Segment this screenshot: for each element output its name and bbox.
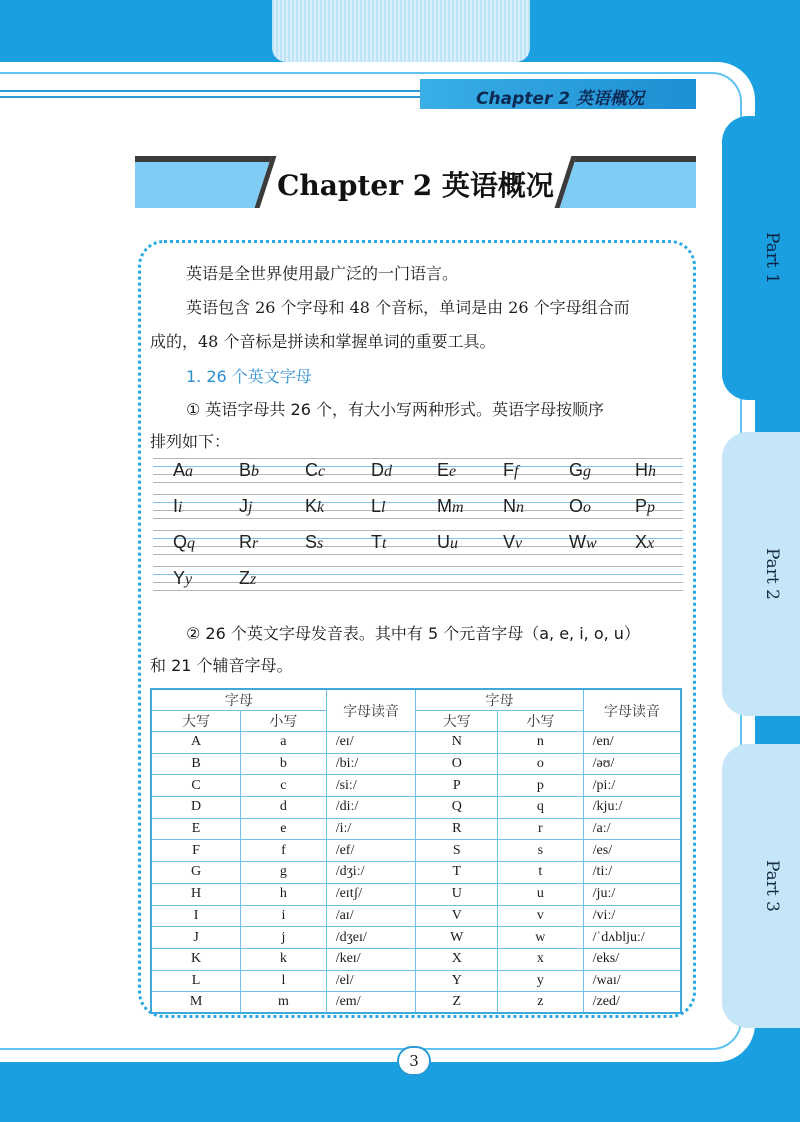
lowercase-letter: d bbox=[384, 463, 392, 480]
alphabet-letter bbox=[239, 532, 305, 553]
lowercase-letter: s bbox=[317, 535, 324, 552]
page-number: 3 bbox=[397, 1046, 431, 1076]
alphabet-letter bbox=[239, 496, 305, 517]
tab-part-3-label: Part 3 bbox=[762, 860, 782, 912]
alphabet-letter bbox=[173, 532, 239, 553]
table-cell: B bbox=[151, 753, 241, 775]
table-cell: /biː/ bbox=[326, 753, 416, 775]
table-cell: l bbox=[241, 970, 327, 992]
uppercase-letter: D bbox=[371, 460, 384, 480]
uppercase-letter: O bbox=[569, 496, 584, 516]
handwriting-line bbox=[153, 482, 683, 483]
alphabet-letter bbox=[173, 568, 239, 589]
table-row bbox=[151, 732, 681, 754]
table-cell: i bbox=[241, 905, 327, 927]
lowercase-letter: e bbox=[449, 463, 457, 480]
uppercase-letter: G bbox=[569, 460, 584, 480]
lowercase-letter: p bbox=[647, 499, 656, 516]
col-sound-right: 字母读音 bbox=[583, 689, 681, 732]
alphabet-letter bbox=[569, 460, 635, 481]
lowercase-letter: k bbox=[317, 499, 325, 516]
col-upper-right: 大写 bbox=[416, 711, 498, 732]
tab-part-2-label: Part 2 bbox=[762, 548, 782, 600]
alphabet-letter bbox=[503, 496, 569, 517]
col-group-letters-left: 字母 bbox=[151, 689, 326, 711]
uppercase-letter: Z bbox=[239, 568, 250, 588]
table-cell: d bbox=[241, 797, 327, 819]
table-cell: e bbox=[241, 818, 327, 840]
col-lower-right: 小写 bbox=[498, 711, 584, 732]
table-cell: /viː/ bbox=[583, 905, 681, 927]
table-cell: /tiː/ bbox=[583, 862, 681, 884]
alphabet-letter bbox=[305, 460, 371, 481]
col-group-letters-right: 字母 bbox=[416, 689, 583, 711]
uppercase-letter: Y bbox=[173, 568, 186, 588]
intro-paragraph-2-line1: 英语包含 26 个字母和 48 个音标，单词是由 26 个字母组合而 bbox=[186, 298, 630, 317]
uppercase-letter: T bbox=[371, 532, 382, 552]
table-cell: A bbox=[151, 732, 241, 754]
chapter-banner bbox=[135, 156, 696, 208]
table-cell: /em/ bbox=[326, 992, 416, 1014]
table-cell: w bbox=[498, 927, 584, 949]
table-cell: /dʒeɪ/ bbox=[326, 927, 416, 949]
handwriting-line bbox=[153, 494, 683, 495]
lowercase-letter: c bbox=[318, 463, 326, 480]
col-lower-left: 小写 bbox=[241, 711, 327, 732]
lowercase-letter: n bbox=[516, 499, 524, 516]
table-cell: /piː/ bbox=[583, 775, 681, 797]
alphabet-letter bbox=[371, 532, 437, 553]
table-cell: D bbox=[151, 797, 241, 819]
table-row bbox=[151, 927, 681, 949]
tab-part-1-label: Part 1 bbox=[762, 232, 782, 284]
uppercase-letter: Q bbox=[173, 532, 188, 552]
table-cell: h bbox=[241, 883, 327, 905]
table-cell: /əʊ/ bbox=[583, 753, 681, 775]
lowercase-letter: x bbox=[647, 535, 655, 552]
uppercase-letter: P bbox=[635, 496, 648, 516]
table-row bbox=[151, 948, 681, 970]
table-cell: m bbox=[241, 992, 327, 1014]
lowercase-letter: h bbox=[648, 463, 656, 480]
uppercase-letter: W bbox=[569, 532, 586, 552]
item1-line2: 排列如下： bbox=[150, 432, 231, 451]
table-cell: Y bbox=[416, 970, 498, 992]
table-cell: M bbox=[151, 992, 241, 1014]
table-cell: P bbox=[416, 775, 498, 797]
section-heading: 1. 26 个英文字母 bbox=[186, 367, 312, 386]
uppercase-letter: U bbox=[437, 532, 450, 552]
table-cell: S bbox=[416, 840, 498, 862]
alphabet-letter bbox=[173, 496, 239, 517]
table-cell: /aɪ/ bbox=[326, 905, 416, 927]
alphabet-letter bbox=[371, 460, 437, 481]
header-rule bbox=[0, 90, 420, 92]
lowercase-letter: i bbox=[178, 499, 183, 516]
table-cell: /eɪtʃ/ bbox=[326, 883, 416, 905]
table-cell: b bbox=[241, 753, 327, 775]
table-cell: y bbox=[498, 970, 584, 992]
table-cell: /en/ bbox=[583, 732, 681, 754]
uppercase-letter: L bbox=[371, 496, 382, 516]
tab-part-1[interactable] bbox=[722, 116, 800, 400]
table-row bbox=[151, 970, 681, 992]
uppercase-letter: N bbox=[503, 496, 516, 516]
table-cell: T bbox=[416, 862, 498, 884]
lowercase-letter: a bbox=[185, 463, 194, 480]
lowercase-letter: w bbox=[586, 535, 597, 552]
pronunciation-table bbox=[150, 688, 682, 1014]
alphabet-letter bbox=[173, 460, 239, 481]
handwriting-line bbox=[153, 590, 683, 591]
table-cell: z bbox=[498, 992, 584, 1014]
col-upper-left: 大写 bbox=[151, 711, 241, 732]
table-cell: O bbox=[416, 753, 498, 775]
uppercase-letter: B bbox=[239, 460, 252, 480]
lowercase-letter: t bbox=[382, 535, 387, 552]
table-cell: K bbox=[151, 948, 241, 970]
table-cell: G bbox=[151, 862, 241, 884]
table-cell: Q bbox=[416, 797, 498, 819]
table-cell: H bbox=[151, 883, 241, 905]
tab-part-2[interactable] bbox=[722, 432, 800, 716]
table-cell: v bbox=[498, 905, 584, 927]
alphabet-letter bbox=[569, 532, 635, 553]
table-cell: /diː/ bbox=[326, 797, 416, 819]
table-cell: /keɪ/ bbox=[326, 948, 416, 970]
uppercase-letter: H bbox=[635, 460, 648, 480]
lowercase-letter: q bbox=[187, 535, 196, 552]
table-cell: t bbox=[498, 862, 584, 884]
uppercase-letter: A bbox=[173, 460, 186, 480]
table-cell: u bbox=[498, 883, 584, 905]
table-cell: /juː/ bbox=[583, 883, 681, 905]
table-cell: /ef/ bbox=[326, 840, 416, 862]
table-cell: x bbox=[498, 948, 584, 970]
table-cell: o bbox=[498, 753, 584, 775]
alphabet-letter bbox=[503, 460, 569, 481]
uppercase-letter: E bbox=[437, 460, 450, 480]
table-cell: /es/ bbox=[583, 840, 681, 862]
table-row bbox=[151, 775, 681, 797]
table-cell: F bbox=[151, 840, 241, 862]
lowercase-letter: y bbox=[185, 571, 193, 588]
table-row bbox=[151, 818, 681, 840]
chapter-title: Chapter 2 英语概况 bbox=[277, 169, 554, 202]
alphabet-letter bbox=[437, 496, 503, 517]
table-cell: /aː/ bbox=[583, 818, 681, 840]
table-cell: /el/ bbox=[326, 970, 416, 992]
table-cell: X bbox=[416, 948, 498, 970]
alphabet-letter bbox=[305, 496, 371, 517]
table-row bbox=[151, 797, 681, 819]
lowercase-letter: v bbox=[515, 535, 523, 552]
lowercase-letter: f bbox=[514, 463, 519, 480]
table-cell: n bbox=[498, 732, 584, 754]
uppercase-letter: M bbox=[437, 496, 452, 516]
table-cell: Z bbox=[416, 992, 498, 1014]
table-cell: R bbox=[416, 818, 498, 840]
lowercase-letter: g bbox=[583, 463, 592, 480]
table-row bbox=[151, 905, 681, 927]
uppercase-letter: I bbox=[173, 496, 179, 516]
chapter-tag: Chapter 2 英语概况 bbox=[420, 79, 696, 109]
table-cell: a bbox=[241, 732, 327, 754]
table-row bbox=[151, 840, 681, 862]
alphabet-letter bbox=[569, 496, 635, 517]
table-cell: V bbox=[416, 905, 498, 927]
table-cell: E bbox=[151, 818, 241, 840]
table-cell: j bbox=[241, 927, 327, 949]
handwriting-line bbox=[153, 554, 683, 555]
lowercase-letter: j bbox=[248, 499, 253, 516]
intro-paragraph-2-line2: 成的，48 个音标是拼读和掌握单词的重要工具。 bbox=[150, 332, 496, 351]
table-cell: /zed/ bbox=[583, 992, 681, 1014]
table-cell: s bbox=[498, 840, 584, 862]
table-cell: /dʒiː/ bbox=[326, 862, 416, 884]
tab-part-3[interactable] bbox=[722, 744, 800, 1028]
table-cell: U bbox=[416, 883, 498, 905]
alphabet-letter bbox=[635, 496, 701, 517]
handwriting-line bbox=[153, 566, 683, 567]
table-cell: q bbox=[498, 797, 584, 819]
lowercase-letter: u bbox=[450, 535, 458, 552]
alphabet-letter bbox=[239, 568, 305, 589]
lowercase-letter: o bbox=[583, 499, 592, 516]
table-cell: W bbox=[416, 927, 498, 949]
table-cell: k bbox=[241, 948, 327, 970]
table-cell: /eks/ bbox=[583, 948, 681, 970]
table-row bbox=[151, 862, 681, 884]
uppercase-letter: F bbox=[503, 460, 514, 480]
col-sound-left: 字母读音 bbox=[326, 689, 416, 732]
lowercase-letter: l bbox=[381, 499, 386, 516]
table-cell: r bbox=[498, 818, 584, 840]
table-cell: L bbox=[151, 970, 241, 992]
handwriting-line bbox=[153, 530, 683, 531]
handwriting-line bbox=[153, 458, 683, 459]
alphabet-letter bbox=[437, 460, 503, 481]
top-decorative-tab bbox=[272, 0, 530, 62]
table-cell: I bbox=[151, 905, 241, 927]
alphabet-letter bbox=[635, 532, 701, 553]
table-row bbox=[151, 883, 681, 905]
alphabet-letter bbox=[371, 496, 437, 517]
item1-line1: ① 英语字母共 26 个，有大小写两种形式。英语字母按顺序 bbox=[186, 400, 604, 419]
table-cell: /iː/ bbox=[326, 818, 416, 840]
lowercase-letter: z bbox=[250, 571, 257, 588]
table-cell: p bbox=[498, 775, 584, 797]
table-row bbox=[151, 753, 681, 775]
alphabet-letter bbox=[437, 532, 503, 553]
table-cell: f bbox=[241, 840, 327, 862]
handwriting-line bbox=[153, 518, 683, 519]
uppercase-letter: R bbox=[239, 532, 252, 552]
table-cell: /kjuː/ bbox=[583, 797, 681, 819]
alphabet-handwriting-lines bbox=[153, 458, 683, 598]
table-cell: C bbox=[151, 775, 241, 797]
table-cell: /siː/ bbox=[326, 775, 416, 797]
lowercase-letter: b bbox=[251, 463, 260, 480]
uppercase-letter: X bbox=[635, 532, 648, 552]
alphabet-letter bbox=[503, 532, 569, 553]
item2-line2: 和 21 个辅音字母。 bbox=[150, 656, 293, 675]
intro-paragraph-1: 英语是全世界使用最广泛的一门语言。 bbox=[186, 264, 459, 283]
table-cell: N bbox=[416, 732, 498, 754]
uppercase-letter: S bbox=[305, 532, 318, 552]
lowercase-letter: r bbox=[252, 535, 259, 552]
uppercase-letter: C bbox=[305, 460, 318, 480]
table-row bbox=[151, 992, 681, 1014]
alphabet-letter bbox=[635, 460, 701, 481]
uppercase-letter: J bbox=[239, 496, 248, 516]
table-cell: J bbox=[151, 927, 241, 949]
alphabet-letter bbox=[239, 460, 305, 481]
uppercase-letter: V bbox=[503, 532, 516, 552]
alphabet-letter bbox=[305, 532, 371, 553]
table-cell: c bbox=[241, 775, 327, 797]
table-cell: g bbox=[241, 862, 327, 884]
uppercase-letter: K bbox=[305, 496, 318, 516]
table-cell: /eɪ/ bbox=[326, 732, 416, 754]
lowercase-letter: m bbox=[452, 499, 464, 516]
table-cell: /ˈdʌbljuː/ bbox=[583, 927, 681, 949]
header-rule-2 bbox=[0, 96, 420, 98]
table-cell: /waɪ/ bbox=[583, 970, 681, 992]
item2-line1: ② 26 个英文字母发音表。其中有 5 个元音字母（a, e, i, o, u） bbox=[186, 624, 640, 643]
